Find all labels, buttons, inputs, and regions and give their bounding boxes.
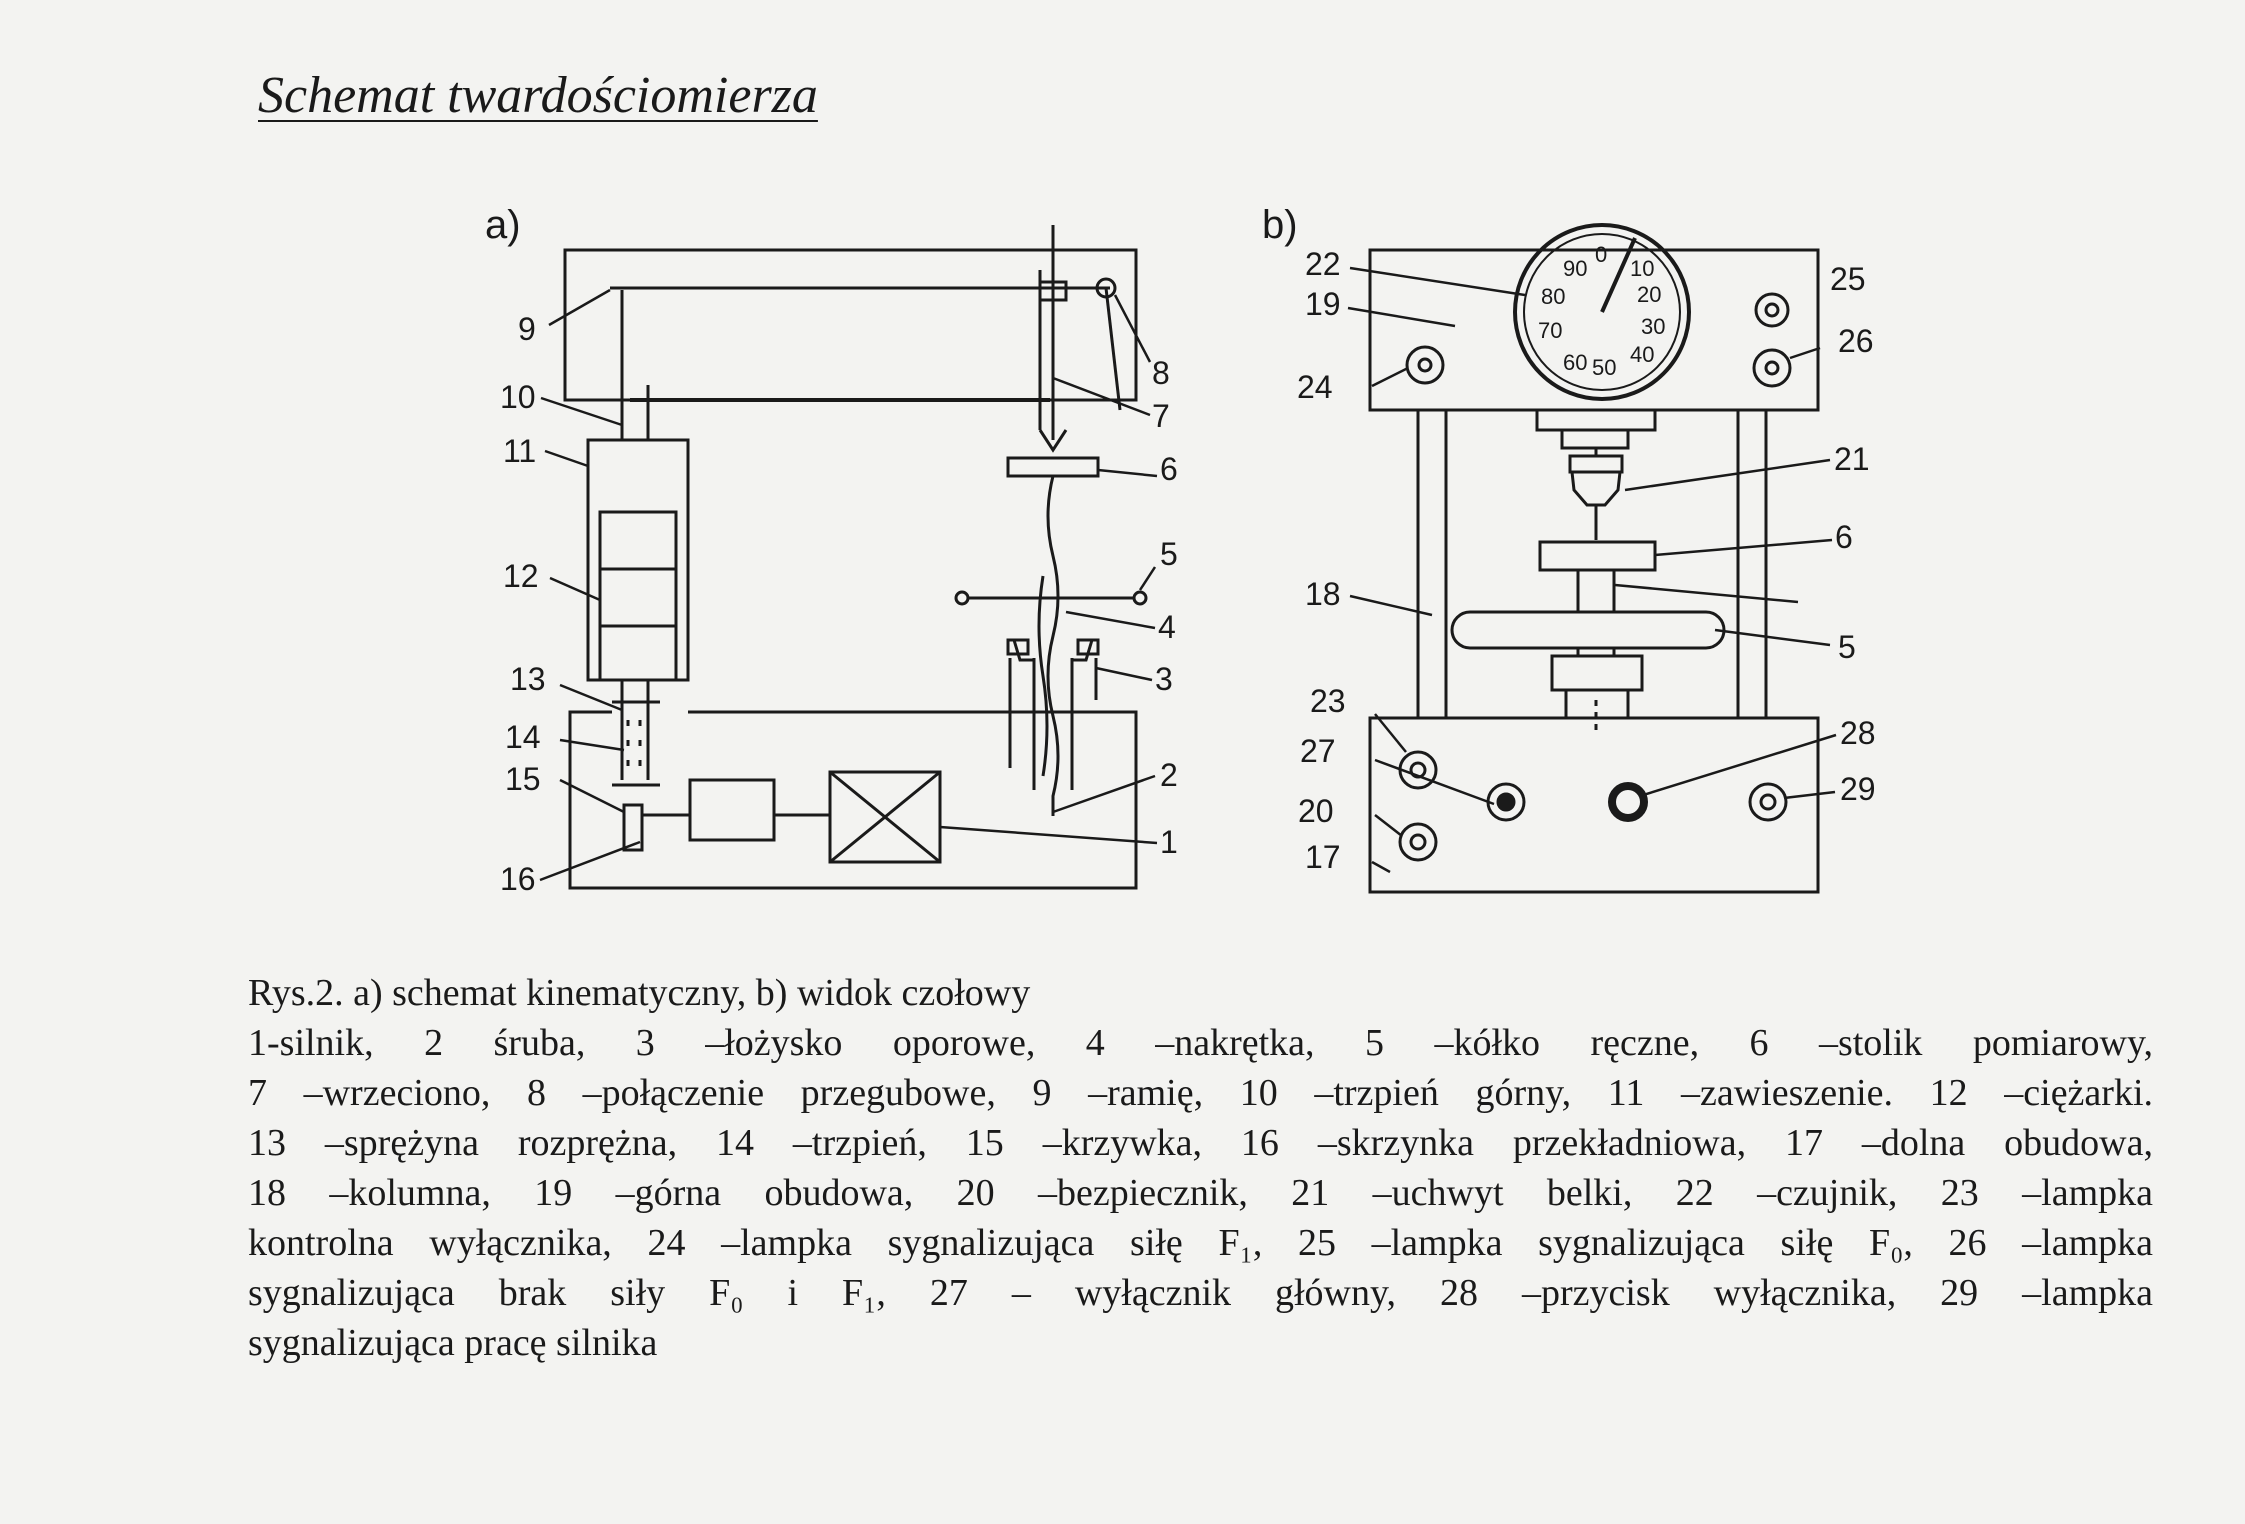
callout-b-23: 23 (1310, 683, 1346, 719)
callout-9: 9 (518, 311, 536, 347)
callout-b-20: 20 (1298, 793, 1334, 829)
page-title: Schemat twardościomierza (258, 67, 818, 124)
callout-6: 6 (1160, 451, 1178, 487)
measuring-table (1540, 542, 1655, 570)
callout-7: 7 (1152, 398, 1170, 434)
fuse-20 (1400, 824, 1436, 860)
diagram-a-label: a) (485, 203, 521, 247)
lamp-25 (1756, 294, 1788, 326)
lamp-29 (1750, 784, 1786, 820)
dial-num-0: 0 (1595, 242, 1608, 267)
dial-num-40: 40 (1630, 342, 1655, 367)
callout-b-19: 19 (1305, 286, 1341, 322)
callout-b-5: 5 (1838, 629, 1856, 665)
handwheel (1452, 612, 1724, 648)
callout-b-6: 6 (1835, 519, 1853, 555)
dial-num-70: 70 (1538, 318, 1563, 343)
caption-line: kontrolna wyłącznika, 24 –lampka sygnalizująca siłę F₁, 25 –lampka sygnalizująca siłę F₀, 26 –lampka (248, 1222, 2153, 1264)
callout-12: 12 (503, 558, 539, 594)
callout-b-26: 26 (1838, 323, 1874, 359)
callout-b-21: 21 (1834, 441, 1870, 477)
callout-4: 4 (1158, 609, 1176, 645)
dial-num-50: 50 (1592, 355, 1617, 380)
dial-num-60: 60 (1563, 350, 1588, 375)
callout-b-28: 28 (1840, 715, 1876, 751)
switch-button-28 (1612, 786, 1644, 818)
callout-16: 16 (500, 861, 536, 897)
caption-line: 13 –sprężyna rozprężna, 14 –trzpień, 15 –krzywka, 16 –skrzynka przekładniowa, 17 –dolna obudowa, (248, 1122, 2153, 1164)
figure-caption (248, 968, 2153, 1368)
caption-line: sygnalizująca brak siły F₀ i F₁, 27 – wyłącznik główny, 28 –przycisk wyłącznika, 29 –lampka (248, 1272, 2153, 1314)
column-left (1418, 410, 1446, 718)
callout-2: 2 (1160, 757, 1178, 793)
lamp-24 (1407, 347, 1443, 383)
diagram-b-label: b) (1262, 203, 1298, 247)
callout-15: 15 (505, 761, 541, 797)
column-right (1738, 410, 1766, 718)
callout-14: 14 (505, 719, 541, 755)
lamp-26 (1754, 350, 1790, 386)
dial-num-10: 10 (1630, 256, 1655, 281)
callout-leaders-a (540, 290, 1157, 880)
callout-b-24: 24 (1297, 369, 1333, 405)
caption-line: 7 –wrzeciono, 8 –połączenie przegubowe, 9 –ramię, 10 –trzpień górny, 11 –zawieszenie. 12 –ciężarki. (248, 1072, 2153, 1114)
dial-num-90: 90 (1563, 256, 1588, 281)
caption-heading: Rys.2. a) schemat kinematyczny, b) widok czołowy (248, 972, 1031, 1014)
callout-8: 8 (1152, 355, 1170, 391)
caption-line: sygnalizująca pracę silnika (248, 1322, 658, 1364)
callout-5: 5 (1160, 536, 1178, 572)
dial-num-30: 30 (1641, 314, 1666, 339)
caption-line: 1-silnik, 2 śruba, 3 –łożysko oporowe, 4 –nakrętka, 5 –kółko ręczne, 6 –stolik pomiarowy, (248, 1022, 2153, 1064)
callout-b-18: 18 (1305, 576, 1341, 612)
dial-num-20: 20 (1637, 282, 1662, 307)
callout-11: 11 (503, 433, 537, 469)
callout-labels-b (1297, 246, 1876, 875)
callout-1: 1 (1160, 824, 1178, 860)
callout-b-22: 22 (1305, 246, 1341, 282)
callout-3: 3 (1155, 661, 1173, 697)
callout-13: 13 (510, 661, 546, 697)
dial-num-80: 80 (1541, 284, 1566, 309)
caption-line: 18 –kolumna, 19 –górna obudowa, 20 –bezpiecznik, 21 –uchwyt belki, 22 –czujnik, 23 –lampka (248, 1172, 2153, 1214)
callout-10: 10 (500, 379, 536, 415)
callout-b-25: 25 (1830, 261, 1866, 297)
callout-b-27: 27 (1300, 733, 1336, 769)
callout-b-17: 17 (1305, 839, 1341, 875)
callout-b-29: 29 (1840, 771, 1876, 807)
